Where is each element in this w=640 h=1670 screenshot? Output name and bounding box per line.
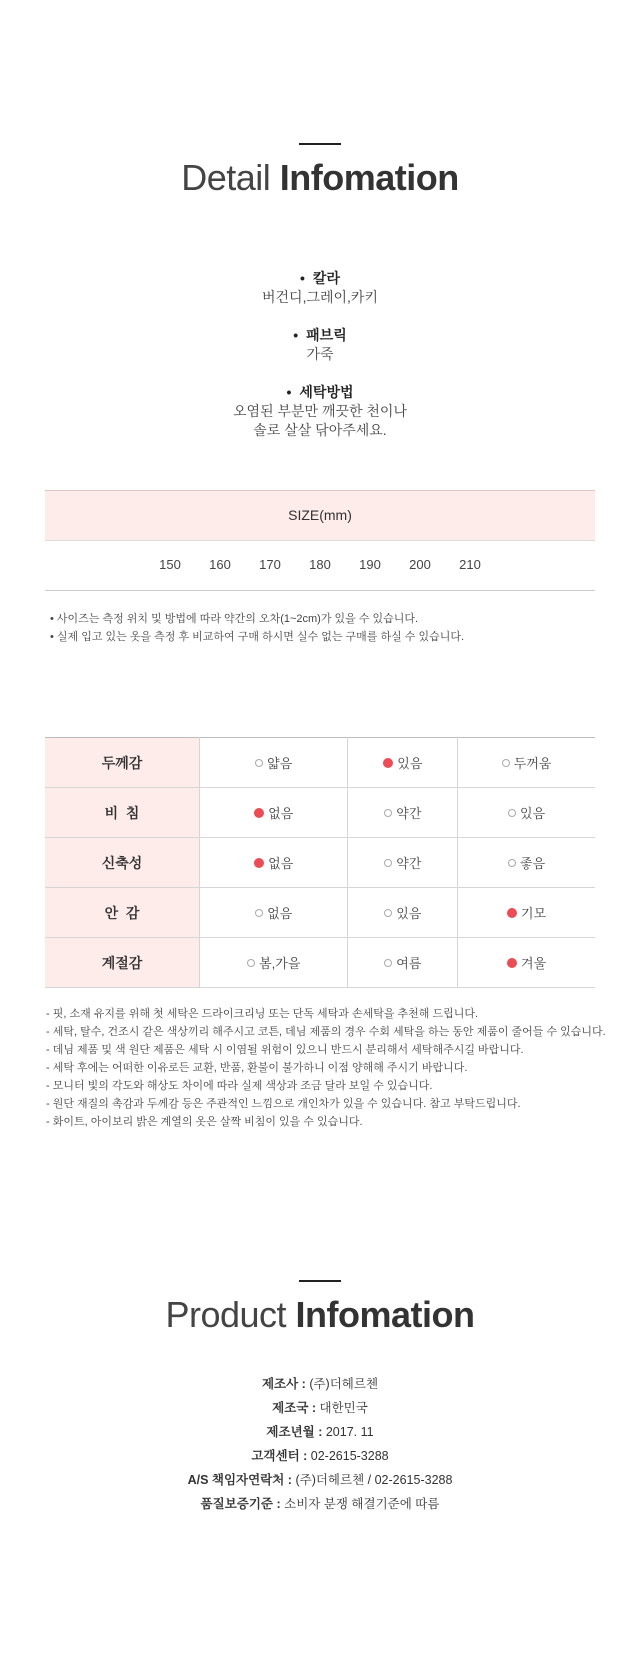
size-header: SIZE(mm) — [45, 490, 595, 541]
option-label: 약간 — [396, 806, 422, 821]
care-note: - 핏, 소재 유지를 위해 첫 세탁은 드라이크리닝 또는 단독 세탁과 손세탁을 추천해 드립니다. — [46, 1008, 479, 1020]
attribute-option — [348, 738, 458, 788]
attribute-row-thickness — [45, 738, 595, 788]
bullet: • — [293, 327, 299, 343]
detail-heading-bar — [299, 143, 341, 145]
attribute-row-sheerness — [45, 788, 595, 838]
product-info — [0, 1372, 640, 1516]
detail-item-value: 가죽 — [306, 346, 334, 362]
detail-item-title: 세탁방법 — [299, 384, 354, 400]
product-heading-bold: Infomation — [295, 1294, 475, 1335]
size-value: 170 — [259, 557, 281, 572]
product-row-manufacturer — [0, 1372, 640, 1396]
product-row-country — [0, 1396, 640, 1420]
attribute-option — [458, 938, 595, 988]
attribute-option — [200, 788, 348, 838]
product-key: A/S 책임자연락처 : — [187, 1473, 292, 1487]
product-row-as-contact — [0, 1468, 640, 1492]
radio-icon — [508, 859, 516, 867]
product-value: 02-2615-3288 — [307, 1449, 389, 1463]
attribute-option — [458, 738, 595, 788]
attribute-option — [458, 788, 595, 838]
attribute-option — [458, 838, 595, 888]
attribute-option — [348, 788, 458, 838]
radio-selected-icon — [254, 808, 264, 818]
attribute-row-stretch — [45, 838, 595, 888]
product-value: (주)더헤르첸 / 02-2615-3288 — [291, 1473, 453, 1487]
product-value: 소비자 분쟁 해결기준에 따름 — [280, 1497, 440, 1511]
detail-item-fabric — [0, 325, 640, 364]
radio-icon — [384, 809, 392, 817]
attribute-option — [458, 888, 595, 938]
radio-icon — [508, 809, 516, 817]
product-key: 고객센터 : — [251, 1449, 308, 1463]
detail-item-value: 오염된 부분만 깨끗한 천이나 — [233, 403, 407, 419]
radio-icon — [384, 909, 392, 917]
care-note: - 세탁 후에는 어떠한 이유로든 교환, 반품, 환불이 불가하니 이점 양해해 주시기 바랍니다. — [46, 1062, 468, 1074]
attribute-row-lining — [45, 888, 595, 938]
detail-item-value: 버건디,그레이,카키 — [262, 289, 378, 305]
radio-icon — [384, 859, 392, 867]
product-heading-light: Product — [165, 1294, 287, 1335]
product-heading — [0, 1294, 640, 1336]
option-label: 얇음 — [267, 756, 293, 771]
attribute-label: 두께감 — [45, 738, 200, 788]
product-key: 제조년월 : — [266, 1425, 323, 1439]
product-key: 품질보증기준 : — [200, 1497, 281, 1511]
attribute-label: 신축성 — [45, 838, 200, 888]
attribute-option — [200, 888, 348, 938]
product-heading-bar — [299, 1280, 341, 1282]
detail-item-value: 솔로 살살 닦아주세요. — [253, 422, 387, 438]
option-label: 없음 — [268, 806, 294, 821]
attribute-table — [45, 737, 595, 988]
bullet: • — [300, 270, 305, 286]
product-value: 2017. 11 — [322, 1425, 374, 1439]
care-note: - 원단 재질의 촉감과 두께감 등은 주관적인 느낌으로 개인차가 있을 수 있습니다. 참고 부탁드립니다. — [46, 1098, 521, 1110]
option-label: 있음 — [396, 906, 422, 921]
attribute-option — [200, 938, 348, 988]
attribute-option — [348, 888, 458, 938]
radio-icon — [255, 909, 263, 917]
care-notes — [46, 1005, 606, 1131]
detail-item-title: 패브릭 — [306, 327, 347, 343]
option-label: 없음 — [268, 856, 294, 871]
attribute-row-season — [45, 938, 595, 988]
size-value: 210 — [459, 557, 481, 572]
attribute-label: 안 감 — [45, 888, 200, 938]
care-note: - 세탁, 탈수, 건조시 같은 색상끼리 해주시고 코튼, 데님 제품의 경우 수회 세탁을 하는 동안 제품이 줄어들 수 있습니다. — [46, 1026, 606, 1038]
size-value: 180 — [309, 557, 331, 572]
size-value: 190 — [359, 557, 381, 572]
option-label: 기모 — [521, 906, 547, 921]
size-value: 160 — [209, 557, 231, 572]
product-row-warranty — [0, 1492, 640, 1516]
option-label: 좋음 — [520, 856, 546, 871]
size-note: • 사이즈는 측정 위치 및 방법에 따라 약간의 오차(1~2cm)가 있을 수 있습니다. — [50, 613, 419, 625]
product-row-date — [0, 1420, 640, 1444]
option-label: 겨울 — [521, 956, 547, 971]
detail-item-washing — [0, 382, 640, 440]
detail-heading-bold: Infomation — [279, 157, 459, 198]
size-value: 150 — [159, 557, 181, 572]
option-label: 두꺼움 — [513, 756, 552, 771]
care-note: - 화이트, 아이보리 밝은 계열의 옷은 살짝 비침이 있을 수 있습니다. — [46, 1116, 363, 1128]
detail-heading-light: Detail — [181, 157, 271, 198]
product-value: (주)더헤르첸 — [305, 1377, 379, 1391]
option-label: 있음 — [397, 756, 423, 771]
radio-icon — [255, 759, 263, 767]
bullet: • — [286, 384, 292, 400]
care-note: - 모니터 빛의 각도와 해상도 차이에 따라 실제 색상과 조금 달라 보일 수 있습니다. — [46, 1080, 433, 1092]
radio-selected-icon — [507, 958, 517, 968]
radio-selected-icon — [507, 908, 517, 918]
attribute-option — [200, 838, 348, 888]
attribute-label: 계절감 — [45, 938, 200, 988]
option-label: 있음 — [520, 806, 546, 821]
radio-icon — [384, 959, 392, 967]
care-note: - 데님 제품 및 색 원단 제품은 세탁 시 이염될 위험이 있으니 반드시 분리해서 세탁해주시길 바랍니다. — [46, 1044, 524, 1056]
detail-item-color — [0, 268, 640, 307]
attribute-label: 비 침 — [45, 788, 200, 838]
size-note: • 실제 입고 있는 옷을 측정 후 비교하여 구매 하시면 실수 없는 구매를 하실 수 있습니다. — [50, 631, 465, 643]
option-label: 없음 — [267, 906, 293, 921]
option-label: 약간 — [396, 856, 422, 871]
attribute-option — [348, 938, 458, 988]
detail-item-title: 칼라 — [312, 270, 340, 286]
size-value: 200 — [409, 557, 431, 572]
radio-icon — [247, 959, 255, 967]
option-label: 봄,가을 — [259, 956, 301, 971]
radio-selected-icon — [254, 858, 264, 868]
radio-selected-icon — [383, 758, 393, 768]
product-value: 대한민국 — [316, 1401, 368, 1415]
detail-heading — [0, 157, 640, 199]
attribute-option — [348, 838, 458, 888]
option-label: 여름 — [396, 956, 422, 971]
attribute-option — [200, 738, 348, 788]
product-key: 제조사 : — [261, 1377, 306, 1391]
product-row-customer-center — [0, 1444, 640, 1468]
size-row — [45, 540, 595, 591]
product-key: 제조국 : — [272, 1401, 317, 1415]
radio-icon — [502, 759, 510, 767]
